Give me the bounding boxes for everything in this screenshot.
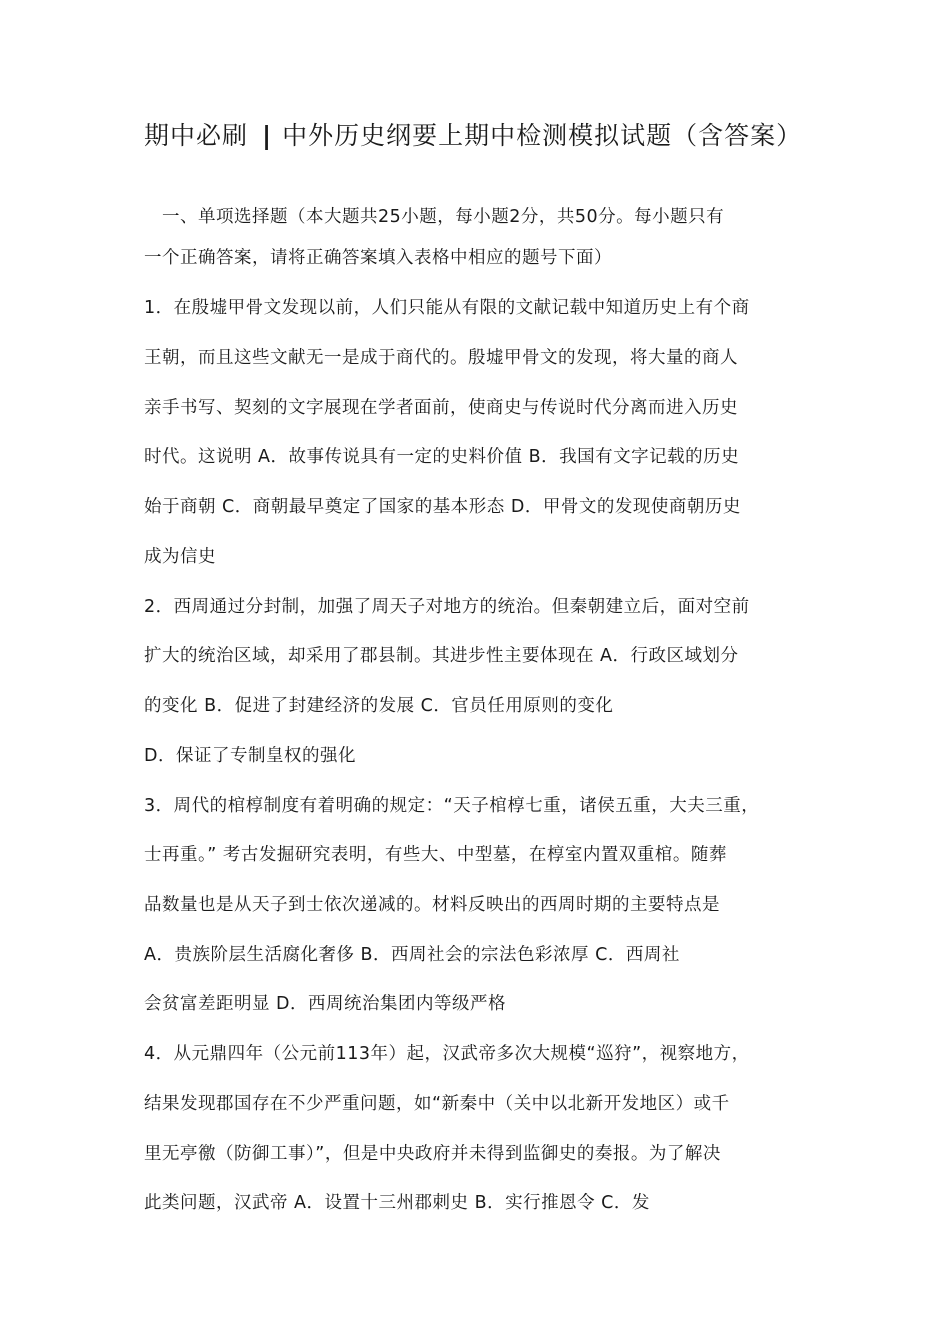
question-text-line: 扩大的统治区域，却采用了郡县制。其进步性主要体现在 A．行政区域划分 [144, 646, 739, 666]
question-text-line: 3．周代的棺椁制度有着明确的规定：“天子棺椁七重，诸侯五重，大夫三重， [144, 796, 760, 816]
question-text-line: 此类问题，汉武帝 A．设置十三州郡刺史 B．实行推恩令 C．发 [144, 1193, 650, 1213]
page-title [144, 116, 824, 152]
question-text-line: 1．在殷墟甲骨文发现以前，人们只能从有限的文献记载中知道历史上有个商 [144, 298, 750, 318]
question-text-line: 始于商朝 C．商朝最早奠定了国家的基本形态 D．甲骨文的发现使商朝历史 [144, 497, 741, 517]
title-main: 中外历史纲要上期中检测模拟试题（含答案） [282, 121, 803, 150]
title-separator: | [262, 121, 273, 150]
question-text-line: 时代。这说明 A．故事传说具有一定的史料价值 B．我国有文字记载的历史 [144, 447, 740, 467]
section-heading-line-2: 一个正确答案，请将正确答案填入表格中相应的题号下面） [144, 248, 612, 268]
question-text-line: 成为信史 [144, 547, 216, 567]
question-text-line: 里无亭徼（防御工事）”，但是中央政府并未得到监御史的奏报。为了解决 [144, 1144, 721, 1164]
question-text-line: 亲手书写、契刻的文字展现在学者面前，使商史与传说时代分离而进入历史 [144, 398, 738, 418]
question-text-line: A．贵族阶层生活腐化奢侈 B．西周社会的宗法色彩浓厚 C．西周社 [144, 945, 680, 965]
question-text-line: 4．从元鼎四年（公元前113年）起，汉武帝多次大规模“巡狩”，视察地方， [144, 1044, 750, 1064]
question-text-line: 的变化 B．促进了封建经济的发展 C．官员任用原则的变化 [144, 696, 614, 716]
question-text-line: D．保证了专制皇权的强化 [144, 746, 356, 766]
question-text-line: 2．西周通过分封制，加强了周天子对地方的统治。但秦朝建立后，面对空前 [144, 597, 750, 617]
question-text-line: 士再重。” 考古发掘研究表明，有些大、中型墓，在椁室内置双重棺。随葬 [144, 845, 727, 865]
question-text-line: 会贫富差距明显 D．西周统治集团内等级严格 [144, 994, 507, 1014]
question-text-line: 结果发现郡国存在不少严重问题，如“新秦中（关中以北新开发地区）或千 [144, 1094, 730, 1114]
question-text-line: 王朝，而且这些文献无一是成于商代的。殷墟甲骨文的发现，将大量的商人 [144, 348, 738, 368]
section-heading-line-1: 一、单项选择题（本大题共25小题，每小题2分，共50分。每小题只有 [144, 207, 725, 227]
question-text-line: 品数量也是从天子到士依次递减的。材料反映出的西周时期的主要特点是 [144, 895, 720, 915]
title-prefix: 期中必刷 [144, 121, 249, 150]
